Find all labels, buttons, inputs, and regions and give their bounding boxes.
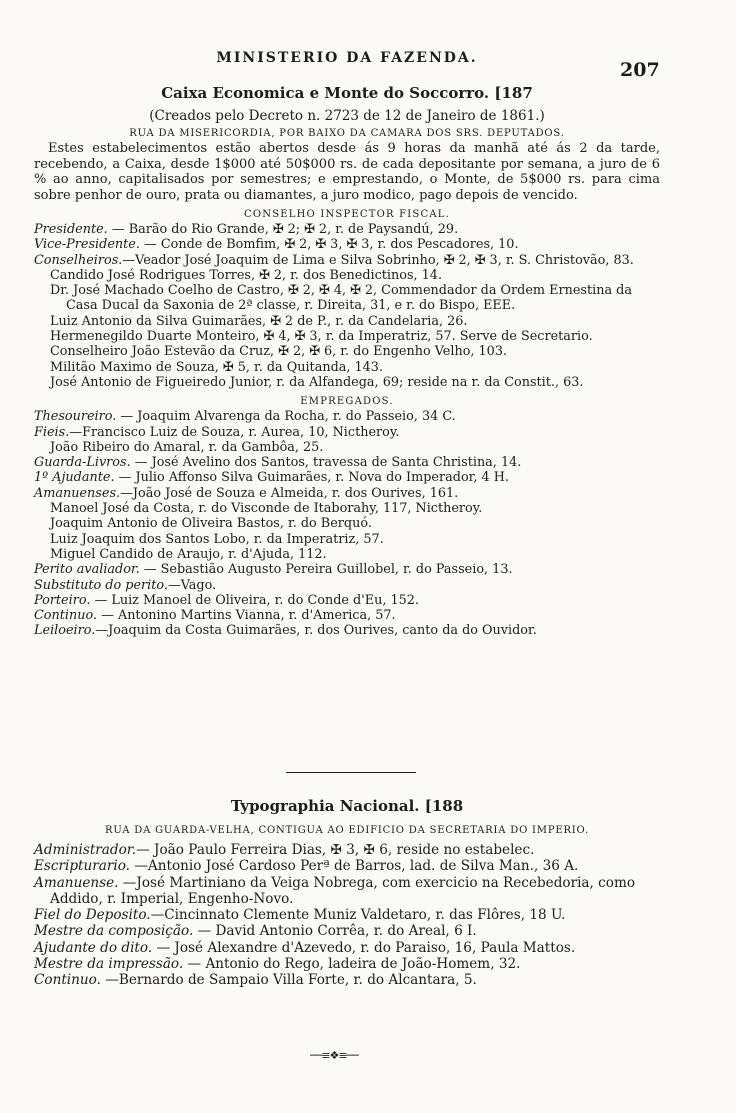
entry-text: Joaquim Antonio de Oliveira Bastos, r. do Berquó. — [50, 516, 372, 532]
entry-text: —Veador José Joaquim de Lima e Silva Sobrinho, ✠ 2, ✠ 3, r. S. Christovão, 83. — [122, 252, 634, 268]
role-label: Mestre da impressão. — [34, 956, 184, 973]
role-label: Continuo. — [34, 972, 101, 989]
role-label: Escripturario. — [34, 858, 130, 875]
role-label: Vice-Presidente. — [34, 237, 140, 253]
entry-text: Miguel Candido de Araujo, r. d'Ajuda, 112. — [50, 546, 327, 562]
list-item — [34, 237, 660, 252]
role-label: Fieis. — [34, 424, 70, 440]
role-label: 1º Ajudante. — [34, 470, 115, 486]
entry-text: — João Paulo Ferreira Dias, ✠ 3, ✠ 6, reside no estabelec. — [136, 842, 535, 858]
list-item — [34, 360, 660, 375]
list-item — [34, 222, 660, 237]
entry-text: — José Avelino dos Santos, travessa de Santa Christina, 14. — [130, 455, 522, 471]
entry-text: —Bernardo de Sampaio Villa Forte, r. do Alcantara, 5. — [100, 972, 477, 989]
section-typographia — [34, 797, 660, 989]
entry-text: Candido José Rodrigues Torres, ✠ 2, r. dos Benedictinos, 14. — [50, 267, 443, 283]
entry-text: Luiz Antonio da Silva Guimarães, ✠ 2 de P., r. da Candelaria, 26. — [50, 313, 468, 329]
entry-text: Militão Maximo de Souza, ✠ 5, r. da Quitanda, 143. — [50, 359, 384, 375]
list-item — [34, 578, 660, 593]
employees-heading: EMPREGADOS. — [300, 396, 394, 408]
list-item — [34, 314, 660, 329]
entry-text: —Cincinnato Clemente Muniz Valdetaro, r. das Flôres, 18 U. — [150, 907, 566, 924]
entry-text: Conselheiro João Estevão da Cruz, ✠ 2, ✠ 6, r. do Engenho Velho, 103. — [50, 344, 508, 360]
entry-text: — Antonio do Rego, ladeira de João-Homem, 32. — [183, 956, 521, 973]
list-item — [34, 623, 660, 638]
entry-text: Hermenegildo Duarte Monteiro, ✠ 4, ✠ 3, r. da Imperatriz, 57. Serve de Secretario. — [50, 329, 593, 345]
role-label: Amanuense. — [34, 874, 119, 891]
list-item — [34, 329, 660, 344]
entry-text: — Conde de Bomfim, ✠ 2, ✠ 3, ✠ 3, r. dos Pescadores, 10. — [139, 237, 519, 253]
entry-text: — Joaquim Alvarenga da Rocha, r. do Passeio, 34 C. — [116, 409, 456, 425]
role-label: Mestre da composição. — [34, 923, 194, 940]
list-item — [34, 455, 660, 470]
section-address: RUA DA GUARDA-VELHA, CONTIGUA AO EDIFICIO DA SECRETARIA DO IMPERIO. — [105, 825, 589, 836]
role-label: Conselheiros. — [34, 252, 123, 268]
entry-text: —José Martiniano da Veiga Nobrega, com exercicio na Recebedoria, como Addido, r. Imperial, Engenho-Novo. — [50, 874, 636, 907]
intro-paragraph: Estes estabelecimentos estão abertos desde ás 9 horas da manhã até ás 2 da tarde, recebendo, a Caixa, desde 1$000 até 50$000 rs. de cada depositante por semana, a juro de 6 % ao anno, capitalisados por semestres; e emprestando, o Monte, de 5$000 rs. para cima sobre penhor de ouro, prata ou diamantes, a juro modico, pago depois de vencido. — [34, 141, 660, 203]
section-address: RUA DA MISERICORDIA, POR BAIXO DA CAMARA DOS SRS. DEPUTADOS. — [129, 128, 565, 139]
role-label: Fiel do Deposito. — [34, 907, 151, 924]
section-caixa-economica — [34, 84, 660, 639]
list-item — [34, 253, 660, 268]
list-item — [34, 875, 660, 908]
role-label: Presidente. — [34, 222, 108, 237]
role-label: Porteiro. — [34, 592, 91, 608]
role-label: Leiloeiro. — [34, 623, 96, 639]
section-subtitle: (Creados pelo Decreto n. 2723 de 12 de Janeiro de 1861.) — [149, 108, 545, 124]
entry-text: — Julio Affonso Silva Guimarães, r. Nova do Imperador, 4 H. — [114, 470, 509, 486]
list-item — [34, 907, 660, 923]
list-item — [34, 562, 660, 577]
entry-text: Manoel José da Costa, r. do Visconde de Itaborahy, 117, Nictheroy. — [50, 501, 483, 517]
staff-list — [34, 842, 660, 989]
council-heading: CONSELHO INSPECTOR FISCAL. — [244, 209, 450, 220]
entry-text: —Antonio José Cardoso Perª de Barros, lad. de Silva Man., 36 A. — [130, 858, 579, 875]
role-label: Perito avaliador. — [34, 562, 140, 578]
list-item — [34, 409, 660, 424]
entry-text: Luiz Joaquim dos Santos Lobo, r. da Imperatriz, 57. — [50, 531, 384, 547]
entry-text: —Francisco Luiz de Souza, r. Aurea, 10, Nictheroy. — [69, 424, 400, 440]
entry-text: —Joaquim da Costa Guimarães, r. dos Ourives, canto da do Ouvidor. — [95, 623, 537, 639]
role-label: Guarda-Livros. — [34, 455, 131, 471]
entry-text: Dr. José Machado Coelho de Castro, ✠ 2, ✠ 4, ✠ 2, Commendador da Ordem Ernestina da Casa Ducal da Saxonia de 2ª classe, r. Direita, 31, e r. do Bispo, EEE. — [50, 283, 632, 314]
entry-text: —João José de Souza e Almeida, r. dos Ourives, 161. — [120, 485, 459, 501]
running-head: MINISTERIO DA FAZENDA. — [216, 50, 478, 66]
role-label: Administrador. — [34, 842, 137, 858]
section-title: Caixa Economica e Monte do Soccorro. [187 — [161, 84, 533, 102]
list-item — [34, 470, 660, 485]
list-item — [34, 940, 660, 956]
entry-text: — Barão do Rio Grande, ✠ 2; ✠ 2, r. de Paysandú, 29. — [107, 222, 459, 237]
employees-list — [34, 409, 660, 638]
list-item — [34, 425, 660, 440]
role-label: Thesoureiro. — [34, 409, 117, 425]
entry-text: — David Antonio Corrêa, r. do Areal, 6 I. — [193, 923, 477, 940]
ornament: ──≡❖≡── — [310, 1049, 358, 1062]
list-item — [34, 972, 660, 988]
list-item — [34, 486, 660, 501]
entry-text: — Sebastião Augusto Pereira Guillobel, r. do Passeio, 13. — [139, 562, 513, 578]
list-item — [34, 956, 660, 972]
role-label: Continuo. — [34, 608, 98, 624]
entry-text: — Antonino Martins Vianna, r. d'America, 57. — [97, 608, 396, 624]
list-item — [34, 283, 660, 314]
list-item — [34, 516, 660, 531]
list-item — [34, 858, 660, 874]
list-item — [34, 532, 660, 547]
entry-text: —Vago. — [167, 577, 217, 593]
list-item — [34, 440, 660, 455]
entry-text: José Antonio de Figueiredo Junior, r. da Alfandega, 69; reside na r. da Constit., 63. — [50, 374, 584, 390]
page-number: 207 — [620, 59, 660, 81]
role-label: Ajudante do dito. — [34, 939, 153, 956]
section-title: Typographia Nacional. [188 — [230, 797, 464, 815]
list-item — [34, 842, 660, 858]
entry-text: — José Alexandre d'Azevedo, r. do Paraiso, 16, Paula Mattos. — [152, 939, 576, 956]
list-item — [34, 608, 660, 623]
list-item — [34, 344, 660, 359]
list-item — [34, 375, 660, 390]
section-divider — [286, 772, 416, 773]
list-item — [34, 501, 660, 516]
role-label: Substituto do perito. — [34, 577, 168, 593]
entry-text: João Ribeiro do Amaral, r. da Gambôa, 25. — [50, 439, 324, 455]
list-item — [34, 268, 660, 283]
entry-text: — Luiz Manoel de Oliveira, r. do Conde d'Eu, 152. — [90, 592, 419, 608]
list-item — [34, 923, 660, 939]
role-label: Amanuenses. — [34, 485, 121, 501]
list-item — [34, 593, 660, 608]
list-item — [34, 547, 660, 562]
council-list — [34, 222, 660, 390]
